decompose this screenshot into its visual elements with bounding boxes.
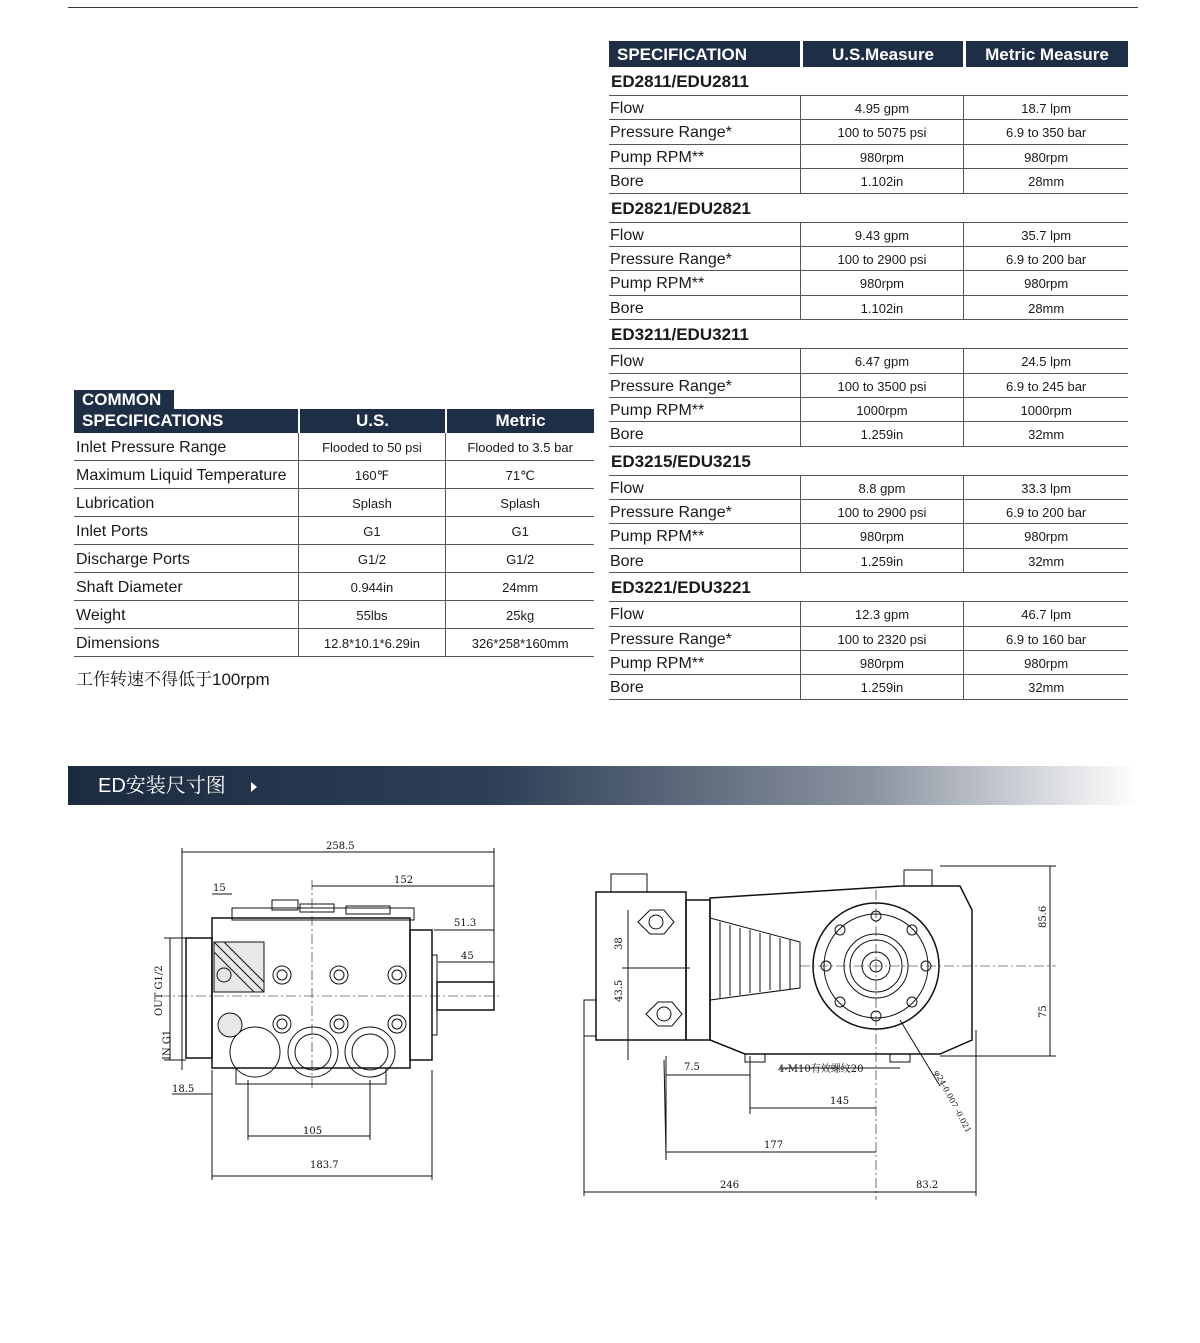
common-col-us: U.S. xyxy=(300,409,445,433)
common-table-header xyxy=(74,390,594,433)
spec-cell-us: 980rpm xyxy=(801,524,965,547)
spec-cell-us: 1000rpm xyxy=(801,398,965,421)
spec-row xyxy=(609,120,1128,144)
spec-cell-metric: 6.9 to 200 bar xyxy=(1006,505,1087,521)
section-banner xyxy=(68,766,1138,805)
spec-row xyxy=(609,602,1128,626)
spec-cell-us: 100 to 3500 psi xyxy=(801,374,965,397)
common-cell-metric: G1/2 xyxy=(506,552,535,567)
spec-row xyxy=(609,96,1128,120)
common-cell-us: 55lbs xyxy=(299,601,447,628)
spec-cell-metric: 980rpm xyxy=(1024,529,1069,545)
spec-cell-metric: 6.9 to 245 bar xyxy=(1006,378,1087,394)
common-cell-us: G1/2 xyxy=(299,545,447,572)
common-specifications-table xyxy=(74,390,594,690)
dim-145: 145 xyxy=(830,1096,850,1107)
spec-row xyxy=(609,524,1128,548)
common-title-line2: SPECIFICATIONS xyxy=(74,409,298,433)
common-cell-metric: 24mm xyxy=(502,580,539,595)
spec-cell-us: 100 to 2900 psi xyxy=(801,500,965,523)
common-cell-us: Flooded to 50 psi xyxy=(299,433,447,460)
spec-row xyxy=(609,651,1128,675)
spec-cell-label: Flow xyxy=(609,96,801,119)
common-row xyxy=(74,517,594,545)
spec-cell-label: Pump RPM** xyxy=(609,524,801,547)
common-cell-label: Inlet Pressure Range xyxy=(74,433,299,460)
common-col-metric: Metric xyxy=(447,409,594,433)
common-cell-label: Dimensions xyxy=(74,629,299,656)
spec-row xyxy=(609,223,1128,247)
spec-cell-us: 100 to 5075 psi xyxy=(801,120,965,143)
label-in-g1: IN G1 xyxy=(162,1029,173,1060)
spec-row xyxy=(609,374,1128,398)
spec-cell-label: Flow xyxy=(609,602,801,625)
common-cell-metric: 71℃ xyxy=(505,468,535,483)
dim-thread-note: 4-M10有效螺纹20 xyxy=(778,1064,864,1075)
spec-cell-metric: 32mm xyxy=(1028,680,1065,696)
model-specification-table xyxy=(609,41,1128,700)
spec-row xyxy=(609,349,1128,373)
dim-85-6: 85.6 xyxy=(1038,905,1049,928)
installation-dimension-drawing xyxy=(0,830,1200,1210)
spec-cell-us: 980rpm xyxy=(801,271,965,294)
front-view xyxy=(154,841,500,1180)
dim-152: 152 xyxy=(394,875,414,886)
dim-177: 177 xyxy=(764,1140,784,1151)
spec-cell-metric: 6.9 to 200 bar xyxy=(1006,251,1087,267)
spec-cell-metric: 28mm xyxy=(1028,300,1065,316)
common-cell-metric: Splash xyxy=(500,496,541,511)
banner-title: ED安装尺寸图 xyxy=(98,775,226,797)
dim-258-5: 258.5 xyxy=(326,841,355,852)
common-cell-us: 0.944in xyxy=(299,573,447,600)
common-cell-label: Inlet Ports xyxy=(74,517,299,544)
spec-cell-label: Bore xyxy=(609,675,801,698)
spec-cell-metric: 24.5 lpm xyxy=(1021,354,1072,370)
spec-cell-metric: 32mm xyxy=(1028,553,1065,569)
common-cell-us: G1 xyxy=(299,517,447,544)
common-cell-label: Lubrication xyxy=(74,489,299,516)
dim-15: 15 xyxy=(213,883,226,894)
spec-cell-label: Pump RPM** xyxy=(609,651,801,674)
dim-246: 246 xyxy=(720,1180,740,1191)
common-row xyxy=(74,433,594,461)
common-cell-us: 12.8*10.1*6.29in xyxy=(299,629,447,656)
spec-cell-metric: 6.9 to 160 bar xyxy=(1006,631,1087,647)
spec-cell-label: Bore xyxy=(609,169,801,192)
label-out-g1-2: OUT G1/2 xyxy=(154,965,165,1016)
dim-51-3: 51.3 xyxy=(454,918,477,929)
spec-cell-label: Pressure Range* xyxy=(609,120,801,143)
caret-right-icon xyxy=(251,782,257,792)
spec-cell-label: Flow xyxy=(609,476,801,499)
dim-7-5: 7.5 xyxy=(684,1062,700,1073)
spec-row xyxy=(609,476,1128,500)
spec-table-header xyxy=(609,41,1128,67)
rpm-note: 工作转速不得低于100rpm xyxy=(76,670,270,689)
model-name: ED3215/EDU3215 xyxy=(609,447,1128,476)
spec-row xyxy=(609,145,1128,169)
spec-cell-us: 980rpm xyxy=(801,145,965,168)
spec-row xyxy=(609,627,1128,651)
spec-row xyxy=(609,422,1128,446)
common-cell-label: Discharge Ports xyxy=(74,545,299,572)
spec-cell-metric: 980rpm xyxy=(1024,656,1069,672)
spec-cell-us: 6.47 gpm xyxy=(801,349,965,372)
spec-row xyxy=(609,500,1128,524)
common-row xyxy=(74,461,594,489)
spec-cell-us: 1.102in xyxy=(801,296,965,319)
common-row xyxy=(74,601,594,629)
spec-cell-metric: 35.7 lpm xyxy=(1021,227,1072,243)
spec-cell-us: 980rpm xyxy=(801,651,965,674)
spec-row xyxy=(609,271,1128,295)
spec-cell-us: 1.259in xyxy=(801,675,965,698)
spec-cell-us: 4.95 gpm xyxy=(801,96,965,119)
spec-cell-label: Pump RPM** xyxy=(609,271,801,294)
spec-cell-us: 1.102in xyxy=(801,169,965,192)
common-row xyxy=(74,629,594,657)
spec-cell-metric: 28mm xyxy=(1028,174,1065,190)
common-cell-metric: 326*258*160mm xyxy=(471,636,569,651)
common-cell-label: Maximum Liquid Temperature xyxy=(74,461,299,488)
dim-183-7: 183.7 xyxy=(310,1160,339,1171)
common-cell-label: Shaft Diameter xyxy=(74,573,299,600)
spec-cell-label: Bore xyxy=(609,296,801,319)
spec-cell-label: Pump RPM** xyxy=(609,398,801,421)
common-cell-metric: G1 xyxy=(511,524,529,539)
spec-cell-metric: 980rpm xyxy=(1024,149,1069,165)
top-rule xyxy=(68,7,1138,8)
dim-38: 38 xyxy=(614,937,625,950)
spec-col-metric-measure: Metric Measure xyxy=(966,41,1128,67)
spec-cell-us: 100 to 2900 psi xyxy=(801,247,965,270)
spec-row xyxy=(609,398,1128,422)
common-title-line1: COMMON xyxy=(74,390,174,409)
spec-cell-metric: 46.7 lpm xyxy=(1021,607,1072,623)
side-view xyxy=(584,866,1056,1200)
dim-45: 45 xyxy=(461,951,474,962)
spec-cell-label: Pressure Range* xyxy=(609,247,801,270)
common-row xyxy=(74,545,594,573)
common-row xyxy=(74,573,594,601)
spec-cell-label: Pump RPM** xyxy=(609,145,801,168)
spec-cell-metric: 6.9 to 350 bar xyxy=(1006,125,1087,141)
spec-cell-label: Pressure Range* xyxy=(609,374,801,397)
spec-cell-label: Pressure Range* xyxy=(609,500,801,523)
spec-row xyxy=(609,247,1128,271)
spec-cell-us: 100 to 2320 psi xyxy=(801,627,965,650)
spec-cell-label: Flow xyxy=(609,349,801,372)
common-cell-metric: Flooded to 3.5 bar xyxy=(467,440,573,455)
spec-cell-label: Bore xyxy=(609,422,801,445)
spec-col-specification: SPECIFICATION xyxy=(609,41,800,67)
spec-cell-us: 1.259in xyxy=(801,549,965,572)
spec-cell-metric: 18.7 lpm xyxy=(1021,101,1072,116)
spec-cell-us: 12.3 gpm xyxy=(801,602,965,625)
dim-105: 105 xyxy=(303,1126,323,1137)
spec-cell-metric: 32mm xyxy=(1028,427,1065,443)
spec-cell-us: 8.8 gpm xyxy=(801,476,965,499)
model-name: ED2811/EDU2811 xyxy=(609,67,1128,96)
common-cell-metric: 25kg xyxy=(506,608,535,623)
spec-cell-metric: 980rpm xyxy=(1024,276,1069,292)
spec-cell-us: 9.43 gpm xyxy=(801,223,965,246)
spec-col-us-measure: U.S.Measure xyxy=(803,41,963,67)
spec-row xyxy=(609,169,1128,193)
spec-cell-label: Pressure Range* xyxy=(609,627,801,650)
common-cell-label: Weight xyxy=(74,601,299,628)
model-name: ED3221/EDU3221 xyxy=(609,573,1128,602)
spec-row xyxy=(609,675,1128,699)
dim-18-5: 18.5 xyxy=(172,1084,195,1095)
common-row xyxy=(74,489,594,517)
spec-cell-us: 1.259in xyxy=(801,422,965,445)
common-cell-us: Splash xyxy=(299,489,447,516)
model-name: ED3211/EDU3211 xyxy=(609,320,1128,349)
dim-43-5: 43.5 xyxy=(614,979,625,1002)
spec-row xyxy=(609,549,1128,573)
spec-cell-label: Bore xyxy=(609,549,801,572)
dim-shaft-diameter: φ24-0.007 -0.021 xyxy=(932,1068,973,1135)
dim-83-2: 83.2 xyxy=(916,1180,939,1191)
spec-cell-metric: 33.3 lpm xyxy=(1021,480,1072,496)
spec-cell-metric: 1000rpm xyxy=(1020,402,1072,418)
common-cell-us: 160℉ xyxy=(299,461,447,488)
spec-cell-label: Flow xyxy=(609,223,801,246)
dim-75: 75 xyxy=(1038,1005,1049,1018)
model-name: ED2821/EDU2821 xyxy=(609,194,1128,223)
spec-row xyxy=(609,296,1128,320)
